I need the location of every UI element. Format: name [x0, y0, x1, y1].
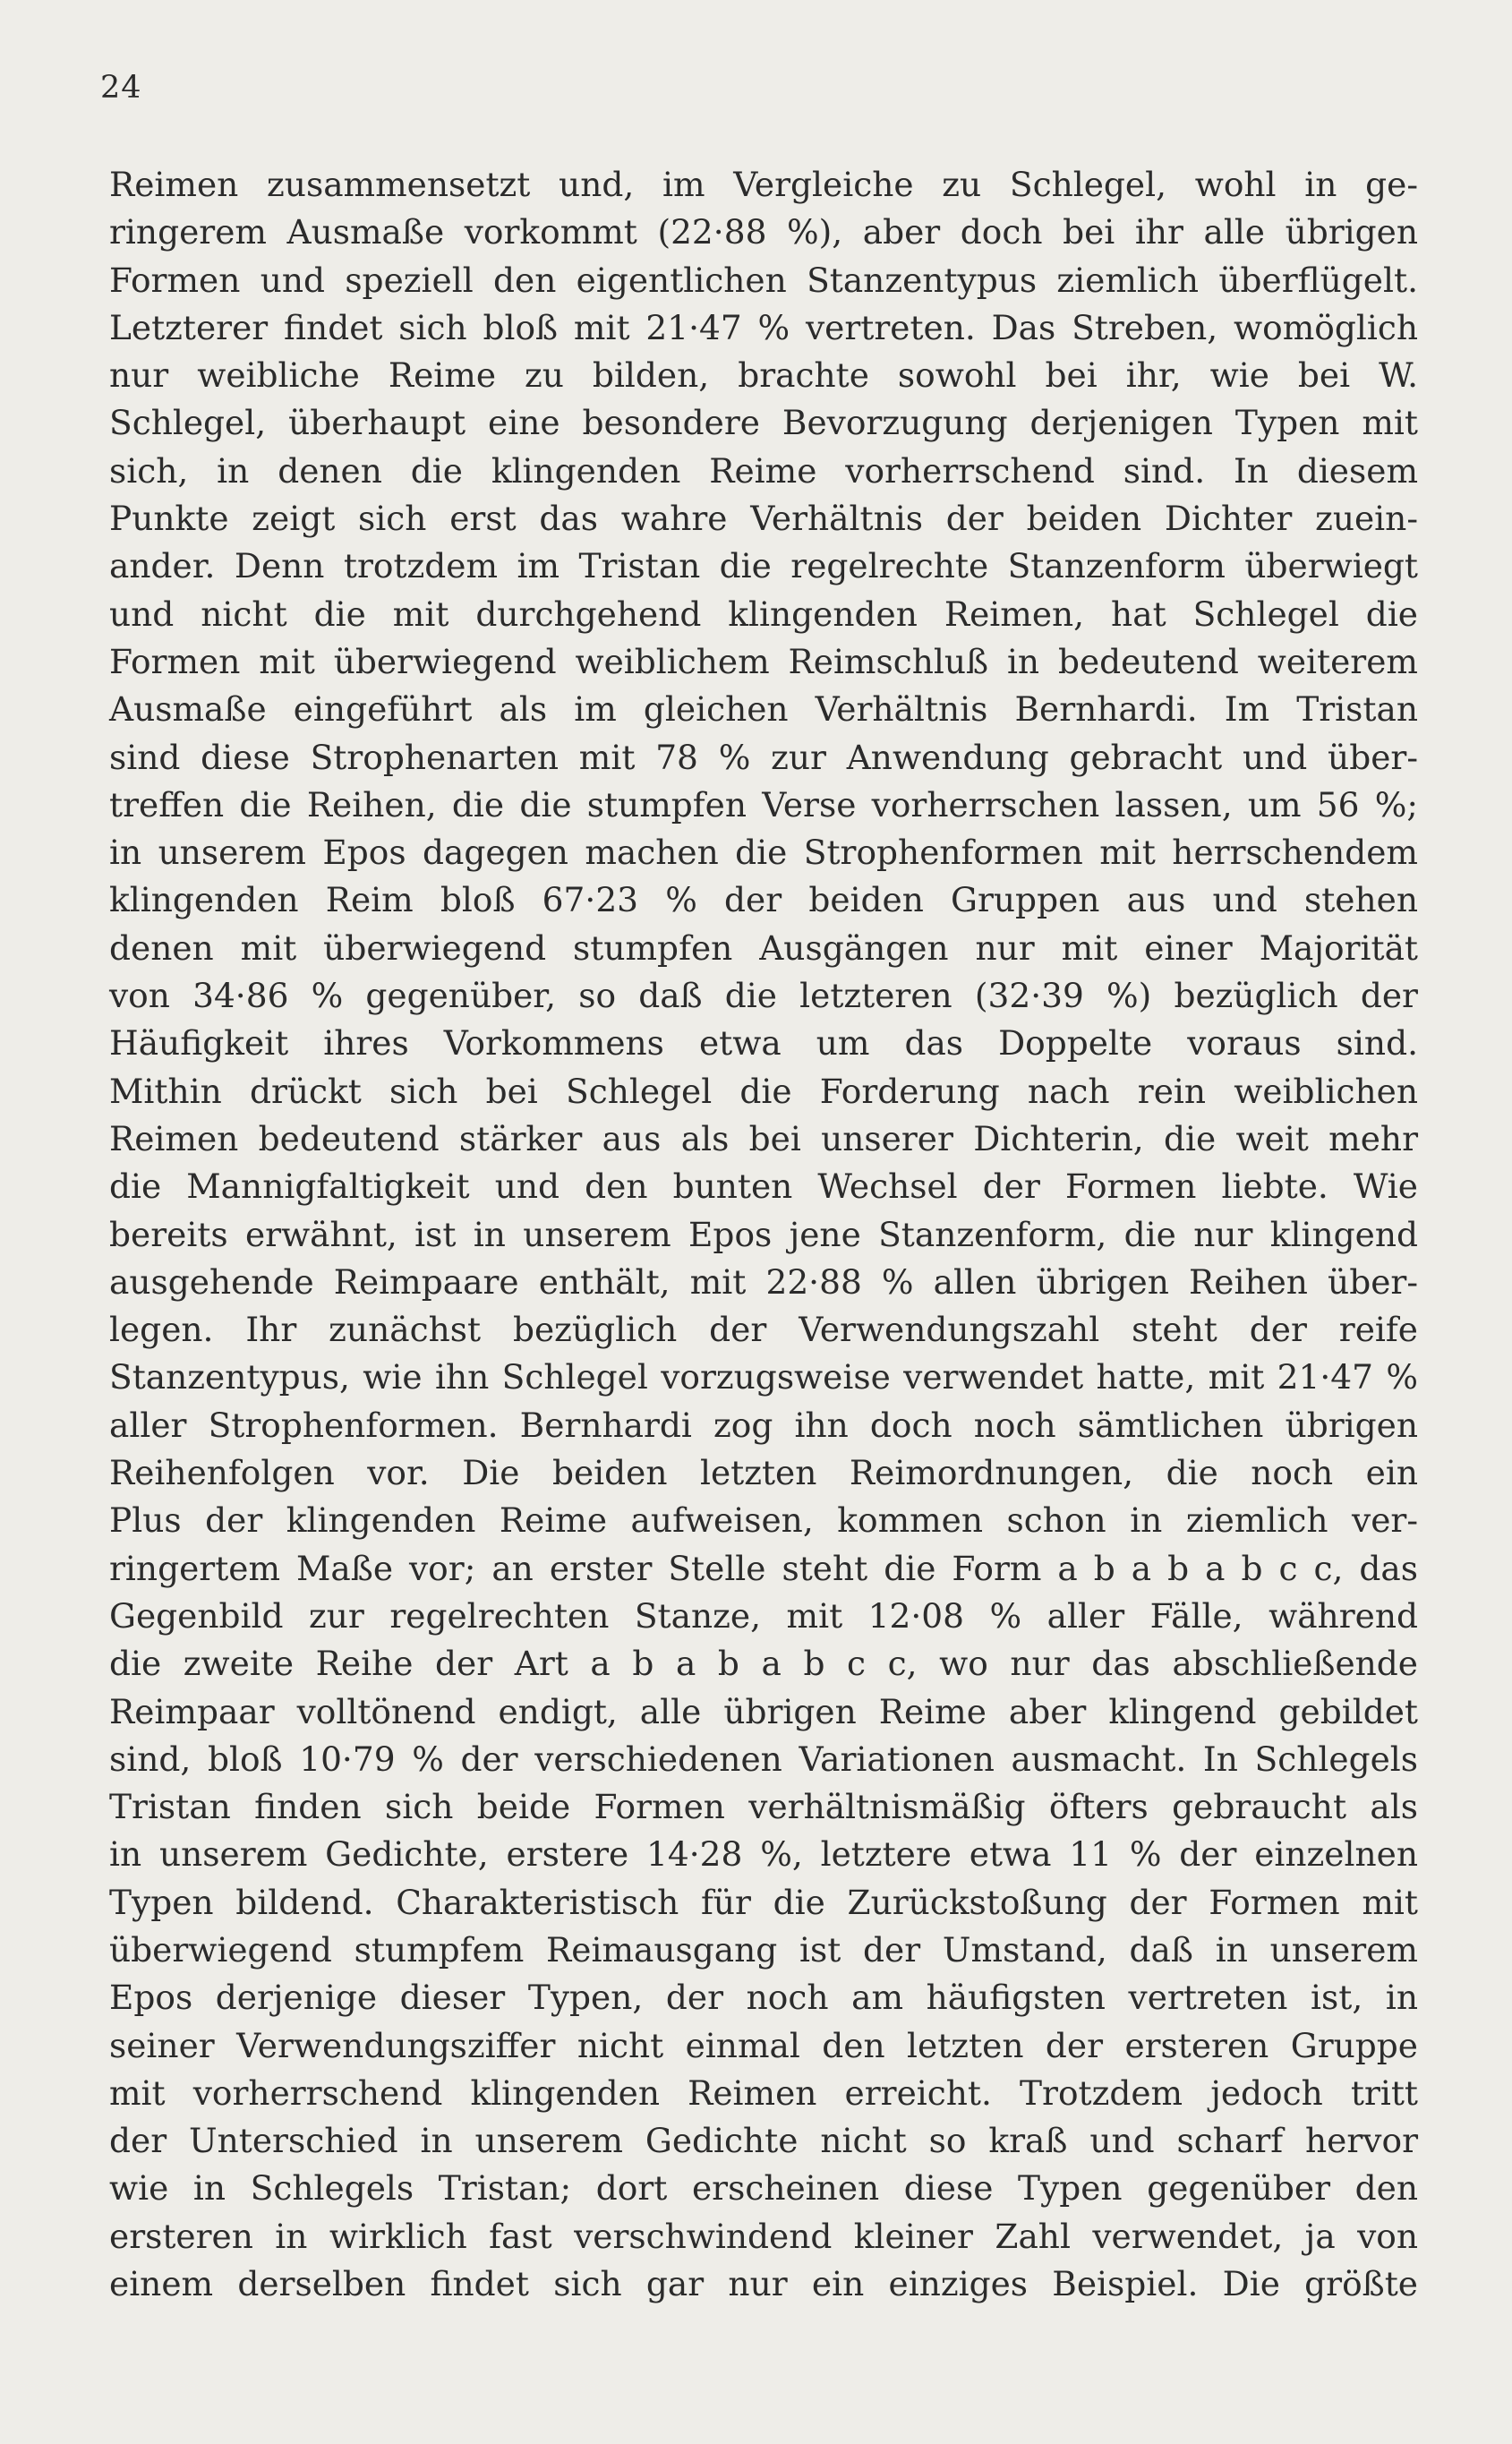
text-line: die zweite Reihe der Art a b a b a b c c, wo nur das abschließende: [109, 1644, 1418, 1684]
text-line: denen mit überwiegend stumpfen Ausgängen nur mit einer Majorität: [109, 927, 1418, 968]
text-line: treffen die Reihen, die die stumpfen Verse vorherrschen lassen, um 56 %;: [109, 784, 1418, 825]
text-line: in unserem Gedichte, erstere 14·28 %, letztere etwa 11 % der einzelnen: [109, 1834, 1418, 1875]
text-line: Reimen zusammensetzt und, im Vergleiche zu Schlegel, wohl in ge-: [109, 165, 1418, 204]
text-line: die Mannigfaltigkeit und den bunten Wechsel der Formen liebte. Wie: [109, 1166, 1418, 1207]
text-line: in unserem Epos dagegen machen die Strophenformen mit herrschendem: [109, 833, 1418, 873]
text-line: Formen mit überwiegend weiblichem Reimschluß in bedeutend weiterem: [109, 641, 1418, 681]
text-line: Typen bildend. Charakteristisch für die Zurückstoßung der Formen mit: [109, 1882, 1418, 1922]
text-line: Formen und speziell den eigentlichen Stanzentypus ziemlich überflügelt.: [109, 260, 1418, 300]
text-line: Stanzentypus, wie ihn Schlegel vorzugsweise verwendet hatte, mit 21·47 %: [109, 1357, 1418, 1397]
text-line: von 34·86 % gegenüber, so daß die letzteren (32·39 %) bezüglich der: [109, 976, 1418, 1016]
text-line: bereits erwähnt, ist in unserem Epos jene Stanzenform, die nur klingend: [109, 1214, 1418, 1254]
text-line: Schlegel, überhaupt eine besondere Bevorzugung derjenigen Typen mit: [109, 403, 1418, 443]
text-line: Epos derjenige dieser Typen, der noch am häufigsten vertreten ist, in: [109, 1978, 1418, 2018]
body-text: [109, 161, 1418, 2308]
text-line: Letzterer findet sich bloß mit 21·47 % vertreten. Das Streben, womöglich: [109, 307, 1418, 347]
text-line: ersteren in wirklich fast verschwindend kleiner Zahl verwendet, ja von: [109, 2216, 1418, 2256]
text-line: seiner Verwendungsziffer nicht einmal den letzten der ersteren Gruppe: [109, 2025, 1418, 2065]
text-line: aller Strophenformen. Bernhardi zog ihn doch noch sämtlichen übrigen: [109, 1405, 1418, 1445]
text-line: Reimpaar volltönend endigt, alle übrigen Reime aber klingend gebildet: [109, 1691, 1418, 1731]
page-number: 24: [100, 70, 142, 106]
text-line: Gegenbild zur regelrechten Stanze, mit 12·08 % aller Fälle, während: [109, 1595, 1418, 1636]
text-line: ringerem Ausmaße vorkommt (22·88 %), aber doch bei ihr alle übrigen: [109, 212, 1418, 252]
text-line: sind, bloß 10·79 % der verschiedenen Variationen ausmacht. In Schlegels: [109, 1739, 1418, 1779]
text-line: einem derselben findet sich gar nur ein einziges Beispiel. Die größte: [109, 2264, 1418, 2304]
text-line: der Unterschied in unserem Gedichte nicht so kraß und scharf hervor: [109, 2121, 1418, 2161]
text-line: Tristan finden sich beide Formen verhältnismäßig öfters gebraucht als: [109, 1787, 1418, 1827]
text-line: Mithin drückt sich bei Schlegel die Forderung nach rein weiblichen: [109, 1071, 1418, 1111]
text-line: überwiegend stumpfem Reimausgang ist der Umstand, daß in unserem: [109, 1929, 1418, 1970]
text-line: Häufigkeit ihres Vorkommens etwa um das Doppelte voraus sind.: [109, 1023, 1418, 1064]
text-line: sich, in denen die klingenden Reime vorherrschend sind. In diesem: [109, 450, 1418, 491]
text-line: ringertem Maße vor; an erster Stelle steht die Form a b a b a b c c, das: [109, 1548, 1418, 1588]
text-line: Reimen bedeutend stärker aus als bei unserer Dichterin, die weit mehr: [109, 1118, 1418, 1158]
text-line: ander. Denn trotzdem im Tristan die regelrechte Stanzenform überwiegt: [109, 546, 1418, 586]
text-line: wie in Schlegels Tristan; dort erscheinen diese Typen gegenüber den: [109, 2168, 1418, 2209]
text-line: nur weibliche Reime zu bilden, brachte sowohl bei ihr, wie bei W.: [109, 355, 1418, 396]
text-line: mit vorherrschend klingenden Reimen erreicht. Trotzdem jedoch tritt: [109, 2072, 1418, 2113]
text-line: Plus der klingenden Reime aufweisen, kommen schon in ziemlich ver-: [109, 1500, 1418, 1541]
text-line: klingenden Reim bloß 67·23 % der beiden Gruppen aus und stehen: [109, 880, 1418, 920]
text-line: Ausmaße eingeführt als im gleichen Verhältnis Bernhardi. Im Tristan: [109, 689, 1418, 730]
text-line: Punkte zeigt sich erst das wahre Verhältnis der beiden Dichter zuein-: [109, 499, 1418, 539]
text-line: Reihenfolgen vor. Die beiden letzten Reimordnungen, die noch ein: [109, 1453, 1418, 1493]
text-line: und nicht die mit durchgehend klingenden Reimen, hat Schlegel die: [109, 594, 1418, 634]
text-line: legen. Ihr zunächst bezüglich der Verwendungszahl steht der reife: [109, 1310, 1418, 1350]
text-line: ausgehende Reimpaare enthält, mit 22·88 % allen übrigen Reihen über-: [109, 1261, 1418, 1302]
text-line: sind diese Strophenarten mit 78 % zur Anwendung gebracht und über-: [109, 737, 1418, 777]
